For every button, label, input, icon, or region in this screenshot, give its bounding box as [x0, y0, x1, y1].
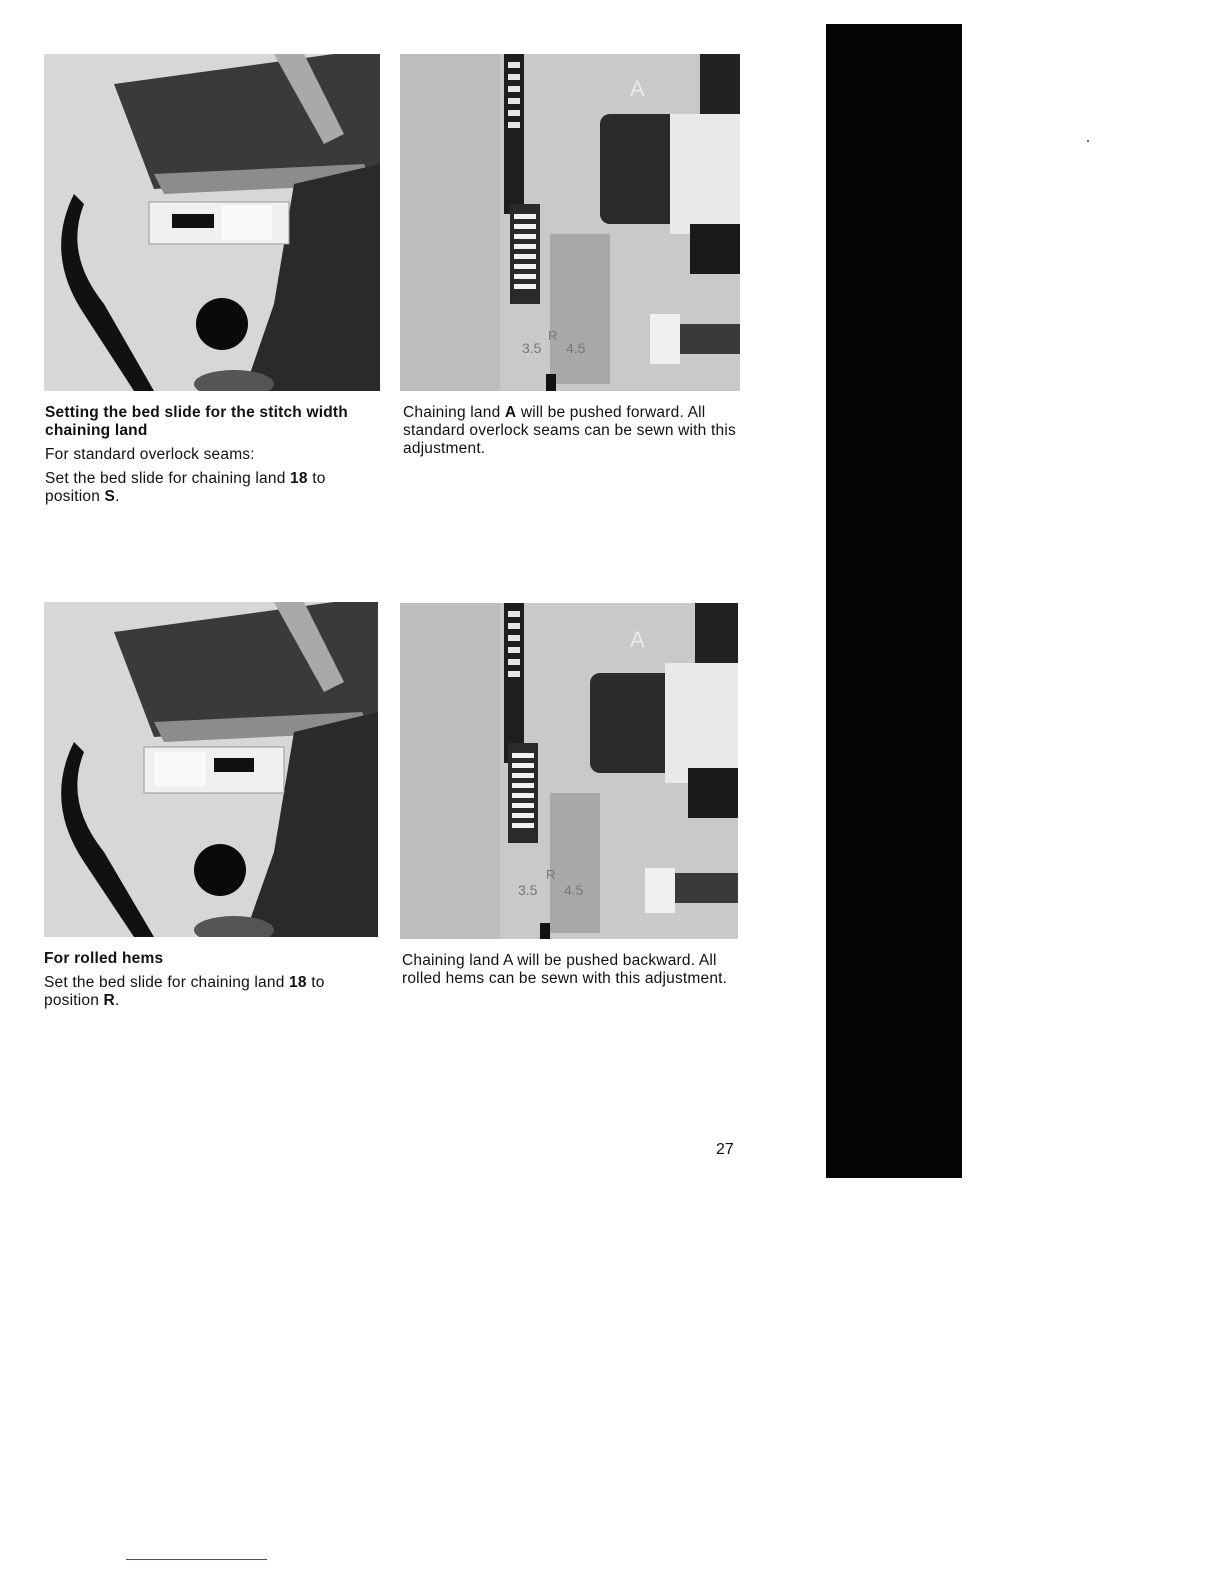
section-heading: For rolled hems [44, 950, 164, 967]
photo-bed-slide-s [44, 54, 380, 391]
footer-rule [126, 1559, 267, 1560]
section-intro: For standard overlock seams: [45, 446, 255, 463]
scale-left-label: 3.5 [522, 340, 542, 356]
section-instruction: Set the bed slide for chaining land 18 to position S. [45, 470, 326, 505]
photo-chaining-land-backward [400, 603, 738, 939]
section-rolled-left-text [44, 950, 374, 1010]
thumb-index-tab [826, 24, 962, 1178]
scale-right-label: 4.5 [566, 340, 586, 356]
scale-r-label: R [548, 328, 558, 343]
scan-speck [1087, 140, 1089, 142]
scale-right-label: 4.5 [564, 882, 584, 898]
page-number: 27 [716, 1141, 734, 1158]
section-heading: Setting the bed slide for the stitch width chaining land [45, 404, 348, 439]
photo-bed-slide-r [44, 602, 378, 937]
scale-left-label: 3.5 [518, 882, 538, 898]
section-standard-right-text [403, 404, 743, 458]
photo-label-a: A [630, 76, 645, 101]
scale-r-label: R [546, 867, 556, 882]
photo-label-a: A [630, 627, 645, 652]
section-standard-left-text [45, 404, 375, 506]
photo-chaining-land-forward [400, 54, 740, 391]
section-result: Chaining land A will be pushed backward. All rolled hems can be sewn with this adjustment. [402, 952, 728, 987]
section-instruction: Set the bed slide for chaining land 18 to position R. [44, 974, 325, 1009]
section-result: Chaining land A will be pushed forward. All standard overlock seams can be sewn with this adjustment. [403, 404, 736, 457]
section-rolled-right-text [402, 952, 747, 988]
